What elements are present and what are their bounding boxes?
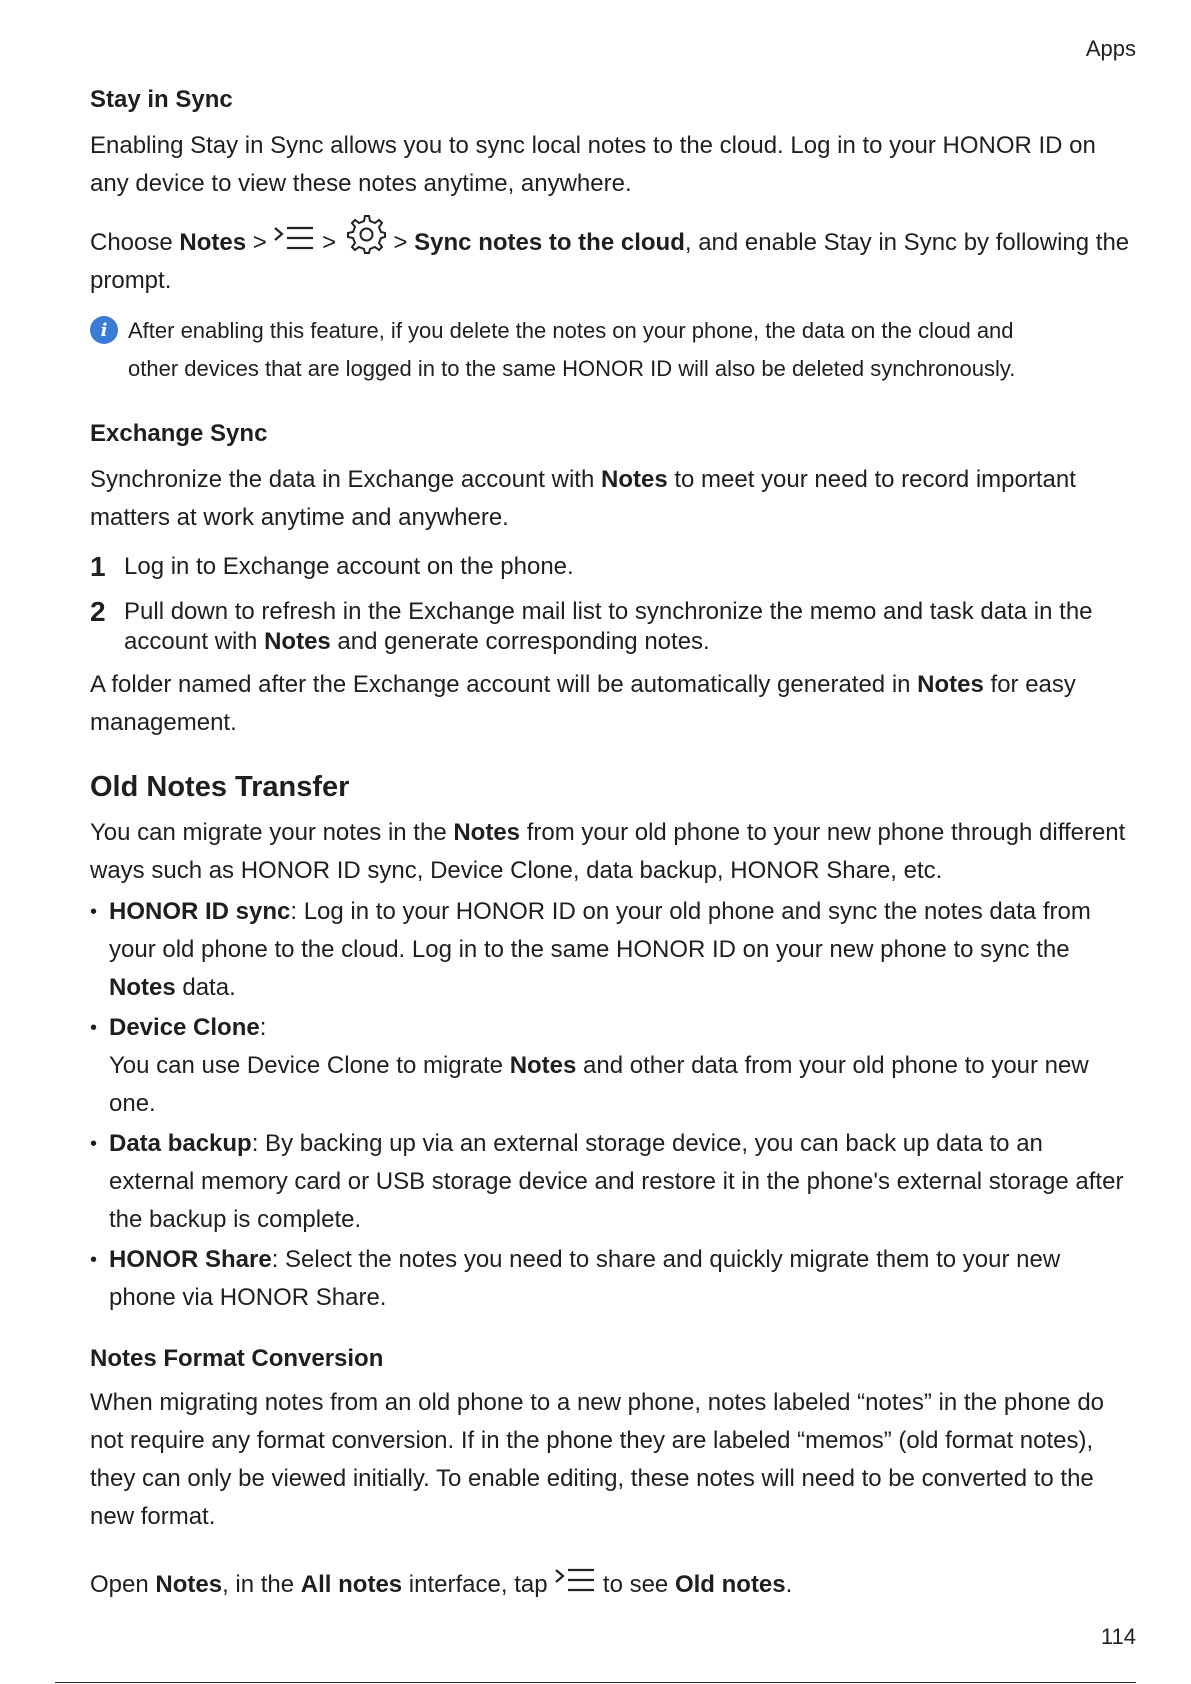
old-notes-heading: Old Notes Transfer	[90, 771, 350, 803]
list-item: • Data backup: By backing up via an external storage device, you can back up data to an external memory card or USB storage device and restore it in the phone's external storage after the backup is complete.	[90, 1130, 1124, 1233]
format-conversion-heading: Notes Format Conversion	[90, 1345, 384, 1372]
stay-in-sync-instructions: Choose Notes > > > Sync notes to the cloud, and enable Stay in Sync by following the prompt.	[90, 212, 1130, 300]
sync-notes-option: Sync notes to the cloud	[414, 229, 685, 256]
sync-note-text: After enabling this feature, if you delete the notes on your phone, the data on the cloud and other devices that are logged in to the same HONOR ID will also be deleted synchronously.	[128, 318, 1016, 381]
gear-icon	[343, 229, 387, 256]
old-notes-intro: You can migrate your notes in the Notes from your old phone to your new phone through different ways such as HONOR ID sync, Device Clone, data backup, HONOR Share, etc.	[90, 819, 1126, 884]
stay-in-sync-intro: Enabling Stay in Sync allows you to sync local notes to the cloud. Log in to your HONOR ID on any device to view these notes anytime, anywhere.	[90, 132, 1096, 197]
exchange-sync-outro: A folder named after the Exchange account will be automatically generated in Notes for easy management.	[90, 671, 1076, 736]
exchange-sync-intro: Synchronize the data in Exchange account with Notes to meet your need to record important matters at work anytime and anywhere.	[90, 466, 1076, 531]
bottom-rule	[55, 1682, 1136, 1683]
exchange-sync-heading: Exchange Sync	[90, 420, 268, 447]
format-conversion-instructions: Open Notes, in the All notes interface, tap to see Old notes.	[90, 1571, 793, 1598]
sync-note	[90, 312, 1130, 388]
exchange-step: 1 Log in to Exchange account on the phone.	[90, 551, 574, 582]
list-item: • HONOR Share: Select the notes you need to share and quickly migrate them to your new phone via HONOR Share.	[90, 1246, 1061, 1311]
header-section-label: Apps	[1085, 36, 1136, 61]
stay-in-sync-section	[90, 86, 1130, 114]
list-item: • HONOR ID sync: Log in to your HONOR ID on your old phone and sync the notes data from your old phone to the cloud. Log in to the same HONOR ID on your new phone to sync the Notes data.	[90, 898, 1091, 1001]
menu-icon	[554, 1571, 596, 1598]
list-item: • Device Clone: You can use Device Clone to migrate Notes and other data from your old phone to your new one.	[90, 1014, 1089, 1117]
menu-icon	[273, 229, 315, 256]
page-number: 114	[1100, 1624, 1136, 1649]
exchange-step: 2 Pull down to refresh in the Exchange mail list to synchronize the memo and task data in the account with Notes and generate corresponding notes.	[90, 596, 1093, 655]
info-icon: i	[90, 316, 118, 344]
stay-in-sync-heading: Stay in Sync	[90, 86, 233, 113]
notes-app-label: Notes	[179, 229, 247, 256]
format-conversion-body: When migrating notes from an old phone to a new phone, notes labeled “notes” in the phone do not require any format conversion. If in the phone they are labeled “memos” (old format notes), they can only be viewed initially. To enable editing, these notes will need to be converted to the new format.	[90, 1389, 1105, 1530]
